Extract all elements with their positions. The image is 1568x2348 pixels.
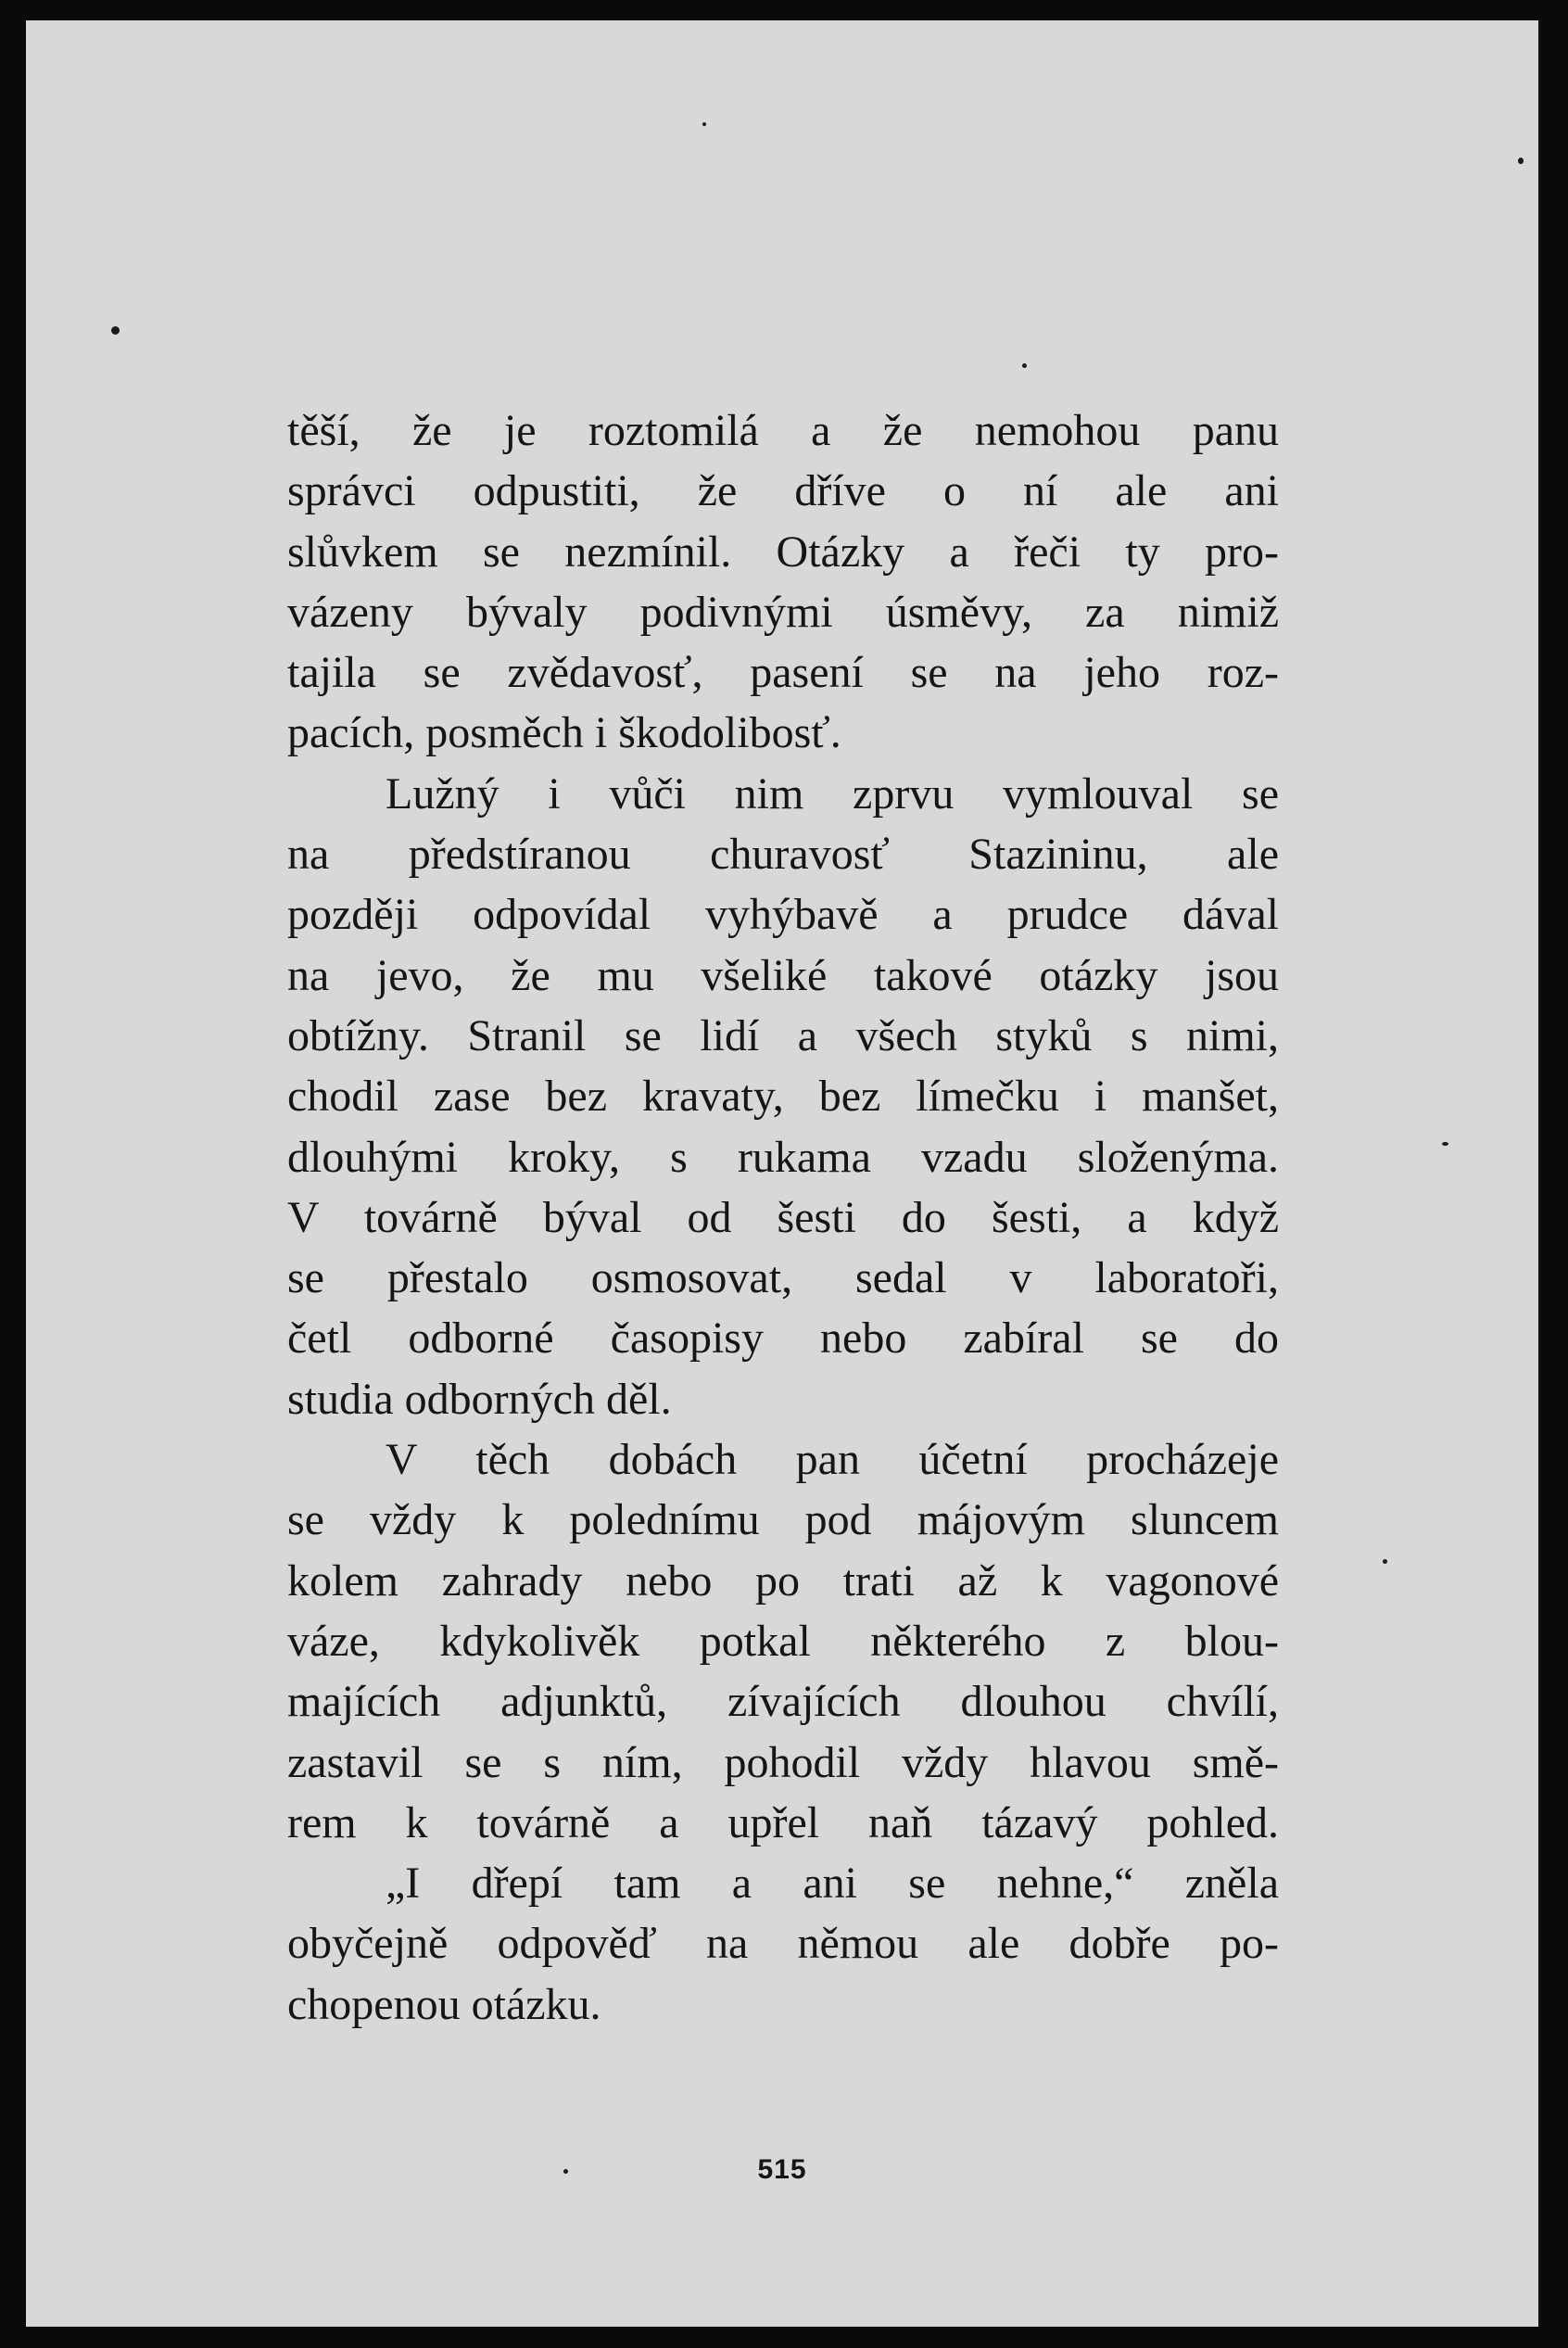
text-line: váze, kdykolivěk potkal některého z blou-	[287, 1616, 1279, 1666]
text-line: V těch dobách pan účetní procházeje	[386, 1435, 1279, 1485]
text-line: pacích, posměch i škodolibosť.	[287, 708, 841, 758]
text-line: dlouhými kroky, s rukama vzadu složenýma.	[287, 1132, 1279, 1182]
text-line: rem k továrně a upřel naň tázavý pohled.	[287, 1797, 1279, 1847]
text-line: četl odborné časopisy nebo zabíral se do	[287, 1314, 1279, 1364]
text-line: později odpovídal vyhýbavě a prudce dával	[287, 890, 1279, 940]
text-line: kolem zahrady nebo po trati až k vagonové	[287, 1555, 1279, 1606]
text-line: na jevo, že mu všeliké takové otázky jsou	[287, 950, 1279, 1000]
scan-speck	[563, 2169, 568, 2174]
text-line: „I dřepí tam a ani se nehne,“ zněla	[386, 1859, 1279, 1909]
scan-speck	[702, 122, 706, 126]
text-line: majících adjunktů, zívajících dlouhou chvílí,	[287, 1677, 1279, 1727]
text-line: zastavil se s ním, pohodil vždy hlavou smě-	[287, 1737, 1279, 1787]
text-line: na předstíranou churavosť Stazininu, ale	[287, 830, 1279, 880]
scan-speck	[111, 326, 120, 335]
text-line: chodil zase bez kravaty, bez límečku i manšet,	[287, 1072, 1279, 1122]
text-line: V továrně býval od šesti do šesti, a když	[287, 1192, 1279, 1242]
text-line: slůvkem se nezmínil. Otázky a řeči ty pro-	[287, 527, 1279, 577]
text-line: Lužný i vůči nim zprvu vymlouval se	[386, 768, 1279, 819]
text-line: správci odpustiti, že dříve o ní ale ani	[287, 466, 1279, 516]
text-line: se přestalo osmosovat, sedal v laboratoři,	[287, 1253, 1279, 1303]
scan-speck	[1518, 158, 1524, 164]
scan-speck	[1022, 363, 1027, 368]
page-number: 515	[757, 2154, 807, 2185]
body-text	[287, 400, 1279, 2035]
text-line: obtížny. Stranil se lidí a všech styků s nimi,	[287, 1010, 1279, 1060]
scan-speck	[1442, 1142, 1448, 1146]
book-page	[26, 20, 1541, 2327]
scan-speck	[1383, 1559, 1387, 1564]
text-line: studia odborných děl.	[287, 1374, 672, 1424]
text-line: vázeny bývaly podivnými úsměvy, za nimiž	[287, 587, 1279, 637]
text-line: tajila se zvědavosť, pasení se na jeho roz-	[287, 648, 1279, 698]
text-line: těší, že je roztomilá a že nemohou panu	[287, 406, 1279, 455]
text-line: obyčejně odpověď na němou ale dobře po-	[287, 1919, 1279, 1969]
text-line: chopenou otázku.	[287, 1979, 601, 2029]
text-line: se vždy k polednímu pod májovým sluncem	[287, 1495, 1279, 1545]
